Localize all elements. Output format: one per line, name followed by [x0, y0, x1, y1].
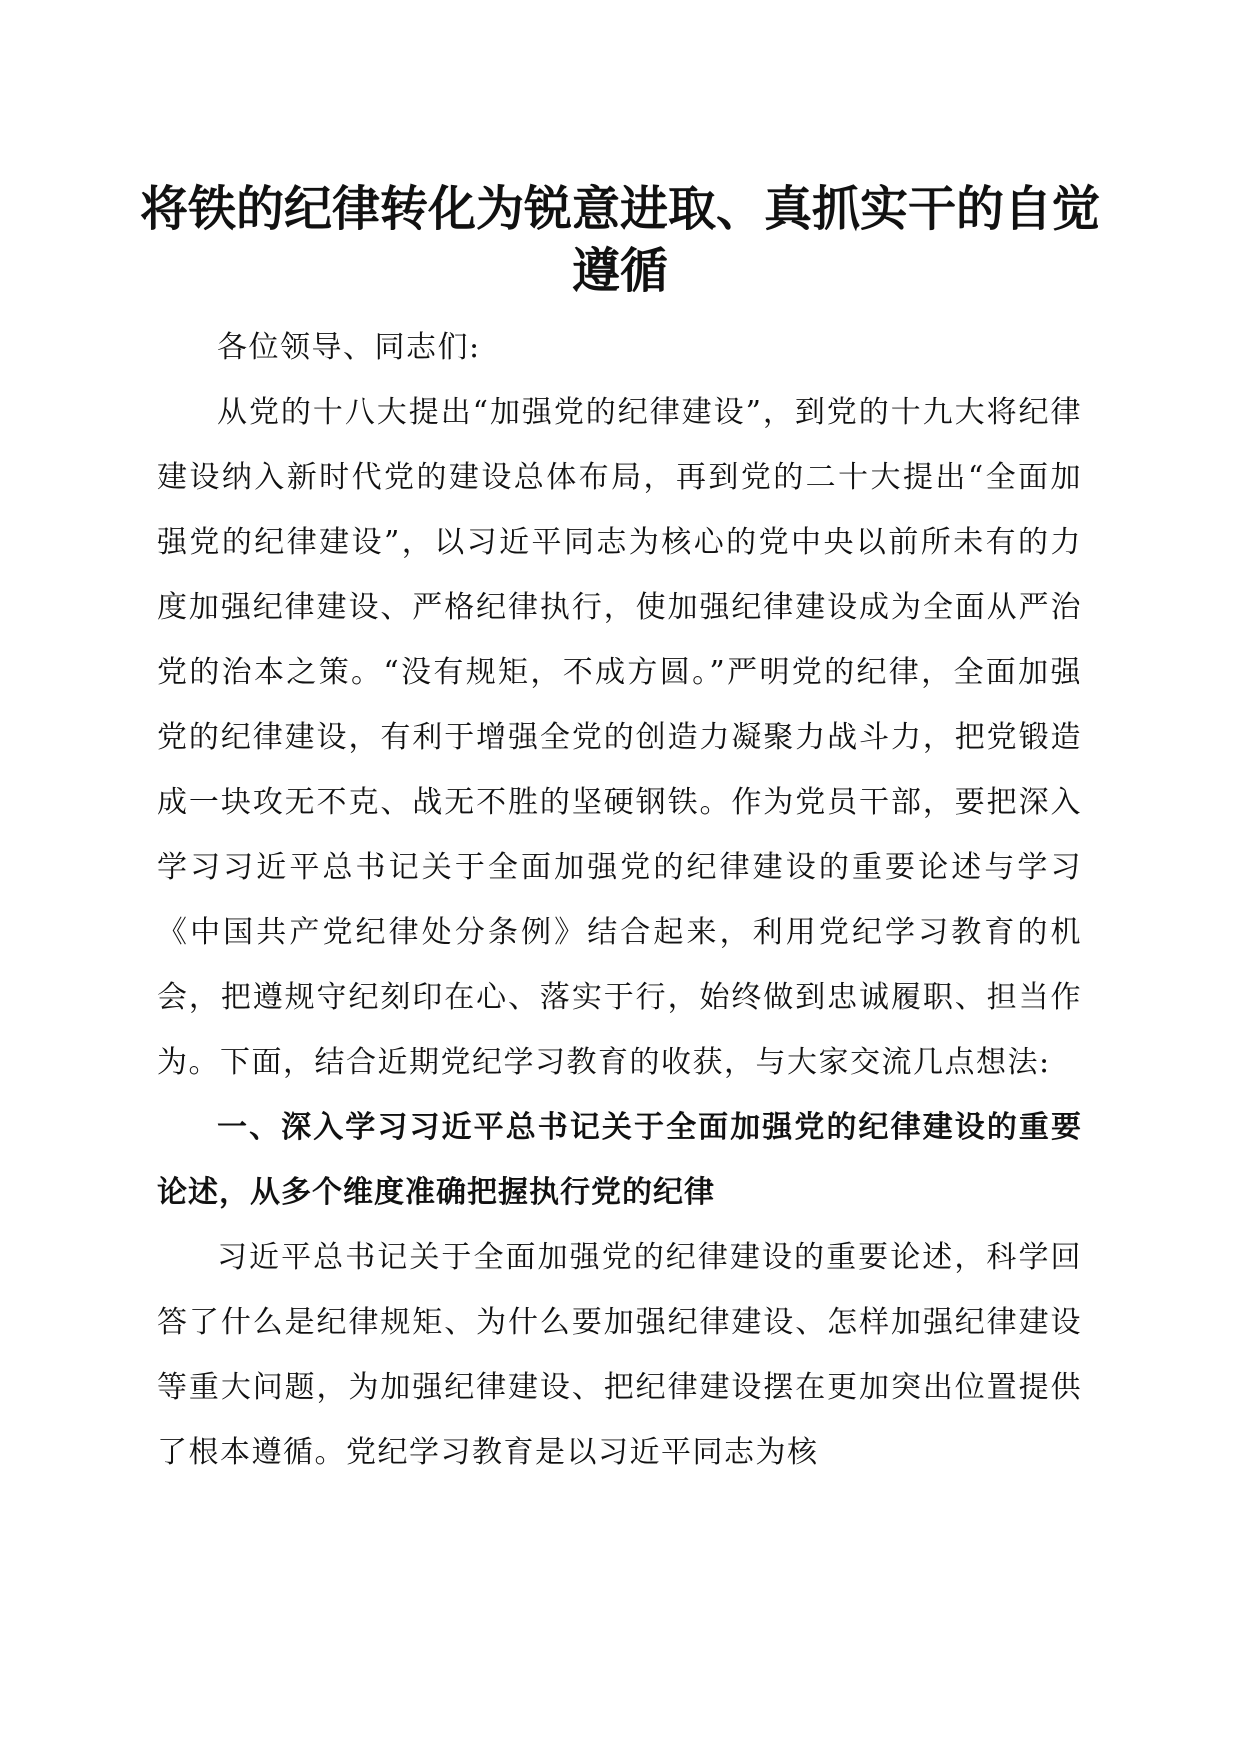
document-body: [157, 315, 1082, 1485]
document-title: 将铁的纪律转化为锐意进取、真抓实干的自觉遵循: [140, 181, 1101, 299]
paragraph-intro: 从党的十八大提出“加强党的纪律建设”，到党的十九大将纪律建设纳入新时代党的建设总体布局，再到党的二十大提出“全面加强党的纪律建设”，以习近平同志为核心的党中央以前所未有的力度加强纪律建设、严格纪律执行，使加强纪律建设成为全面从严治党的治本之策。“没有规矩，不成方圆。”严明党的纪律，全面加强党的纪律建设，有利于增强全党的创造力凝聚力战斗力，把党锻造成一块攻无不克、战无不胜的坚硬钢铁。作为党员干部，要把深入学习习近平总书记关于全面加强党的纪律建设的重要论述与学习《中国共产党纪律处分条例》结合起来，利用党纪学习教育的机会，把遵规守纪刻印在心、落实于行，始终做到忠诚履职、担当作为。下面，结合近期党纪学习教育的收获，与大家交流几点想法:: [157, 395, 1082, 1080]
salutation: 各位领导、同志们:: [217, 330, 481, 365]
paragraph-section-1: 习近平总书记关于全面加强党的纪律建设的重要论述，科学回答了什么是纪律规矩、为什么要加强纪律建设、怎样加强纪律建设等重大问题，为加强纪律建设、把纪律建设摆在更加突出位置提供了根本遵循。党纪学习教育是以习近平同志为核: [157, 1240, 1082, 1470]
section-heading-1: 一、深入学习习近平总书记关于全面加强党的纪律建设的重要论述，从多个维度准确把握执行党的纪律: [157, 1110, 1082, 1210]
